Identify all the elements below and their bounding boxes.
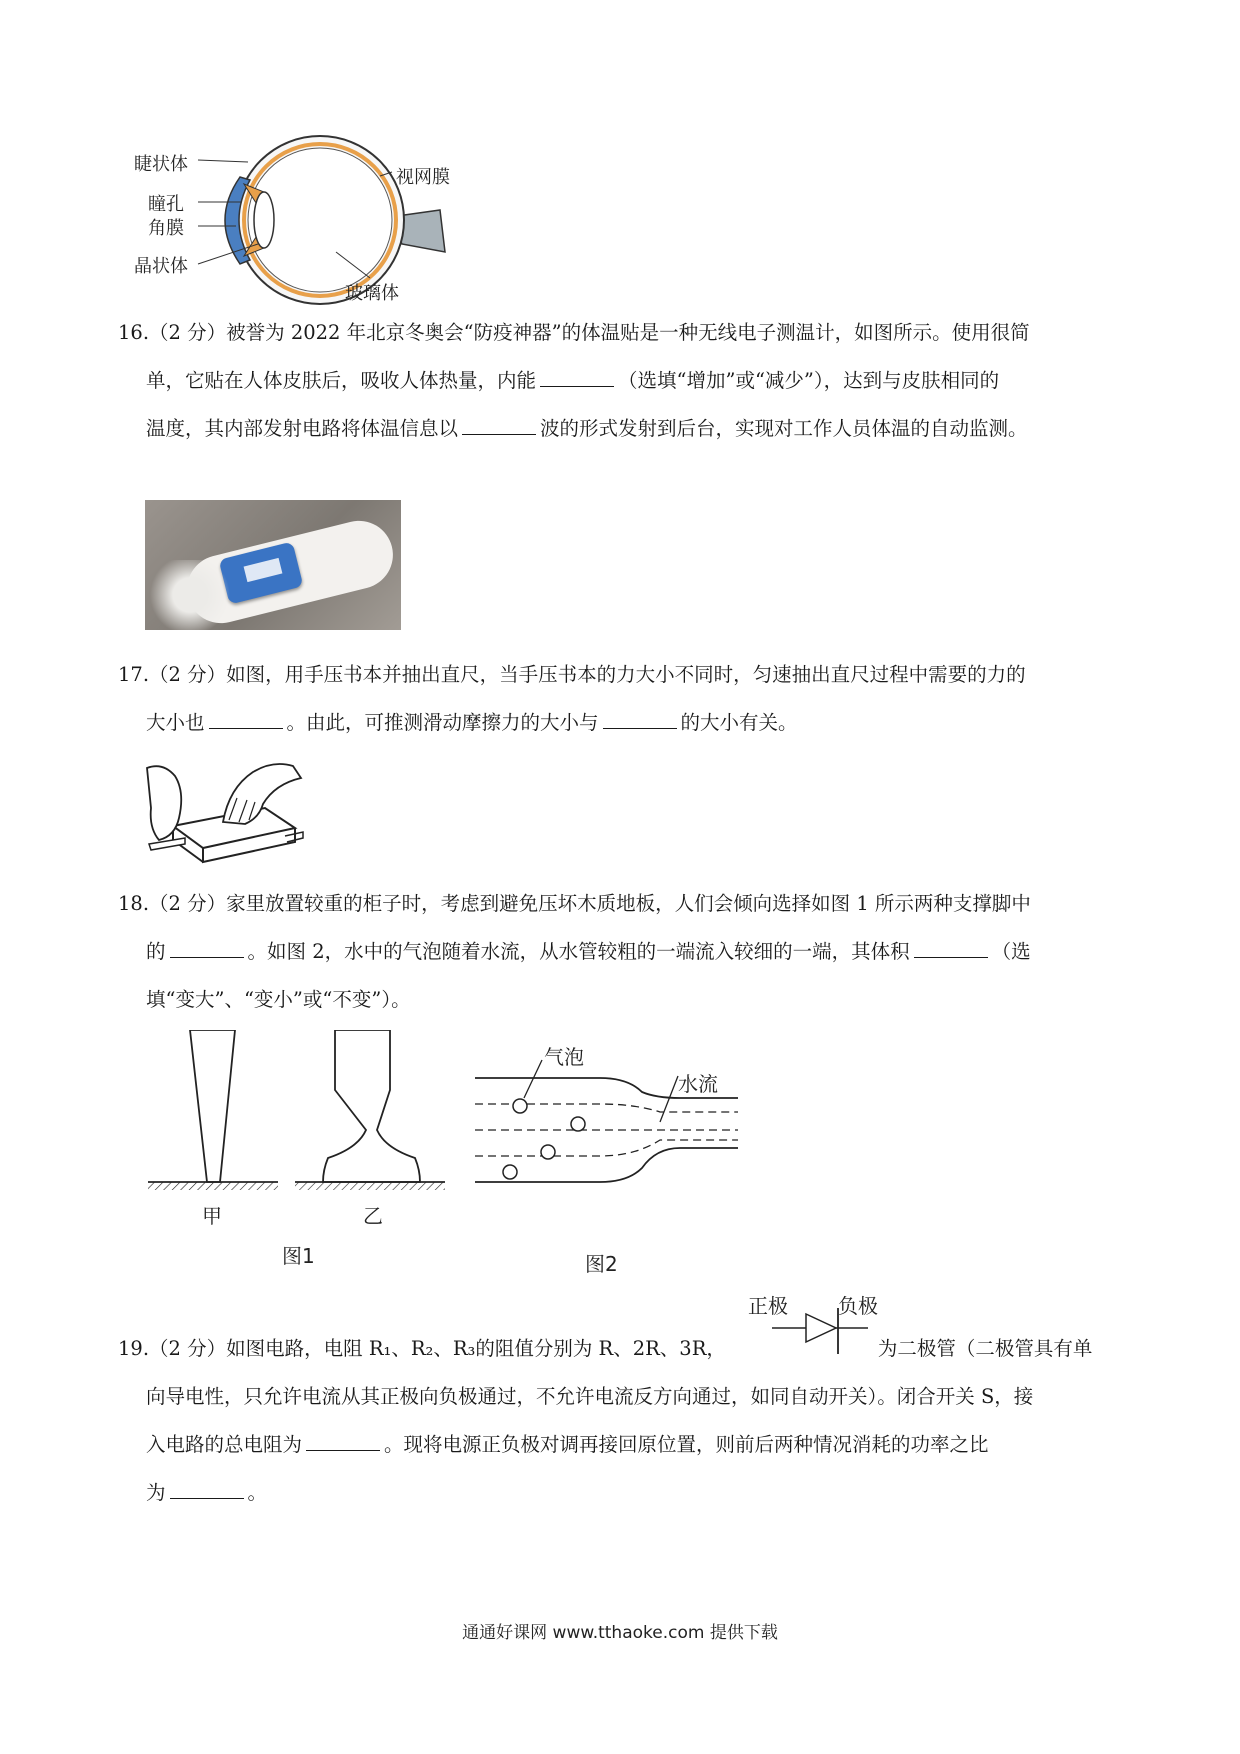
- thermometer-patch-photo: [145, 500, 401, 630]
- q16-line3: [118, 405, 1138, 453]
- q19-line1: [118, 1325, 1138, 1373]
- figure-1-support-legs: [145, 1030, 450, 1200]
- q18-line2-text-b: 。如图 2，水中的气泡随着水流，从水管较粗的一端流入较细的一端，其体积: [247, 940, 910, 963]
- water-pipe-drawing: [470, 1040, 745, 1190]
- eye-illustration: [140, 132, 480, 332]
- figure-1-caption: 图1: [282, 1244, 315, 1268]
- q18-line1: 18.（2 分）家里放置较重的柜子时，考虑到避免压坏木质地板，人们会倾向选择如图 1 所示两种支撑脚中: [118, 892, 1031, 915]
- q16-line3-text-b: 波的形式发射到后台，实现对工作人员体温的自动监测。: [540, 417, 1028, 440]
- label-cornea: 角膜: [148, 218, 184, 239]
- q18-blank-1[interactable]: [170, 939, 244, 958]
- eye-diagram: [140, 132, 480, 332]
- q19-line3: [118, 1421, 1138, 1469]
- hand-book-ruler-figure: [145, 758, 305, 866]
- q18-blank-2[interactable]: [914, 939, 988, 958]
- q17-line2-text-a: 大小也: [146, 711, 205, 734]
- page-footer: 通通好课网 www.tthaoke.com 提供下载: [462, 1623, 778, 1643]
- label-vitreous: 玻璃体: [345, 283, 399, 304]
- q18-line3: 填“变大”、“变小”或“不变”）。: [146, 988, 411, 1011]
- label-leg-a: 甲: [202, 1204, 222, 1228]
- label-retina: 视网膜: [396, 167, 450, 188]
- q19-line2: 向导电性，只允许电流从其正极向负极通过，不允许电流反方向通过，如同自动开关）。闭合开关 S，接: [146, 1385, 1034, 1408]
- q16-line2: [118, 357, 1138, 405]
- diode-negative-label: 负极: [838, 1294, 878, 1318]
- label-pupil: 瞳孔: [148, 194, 184, 215]
- diode-positive-label: 正极: [748, 1294, 788, 1318]
- q18-line2-text-a: 的: [146, 940, 166, 963]
- figure-2-water-pipe: [470, 1040, 745, 1190]
- label-bubble: 气泡: [544, 1045, 584, 1069]
- q19-line4: [118, 1469, 1138, 1517]
- q17-line2: [118, 699, 1138, 747]
- q18-line2: [118, 928, 1138, 976]
- q16-blank-1[interactable]: [540, 368, 614, 387]
- q19-line1-text-b: 为二极管（二极管具有单: [877, 1337, 1093, 1360]
- q19-blank-2[interactable]: [170, 1480, 244, 1499]
- question-17: [118, 651, 1138, 747]
- q17-blank-2[interactable]: [603, 710, 677, 729]
- support-legs-drawing: [145, 1030, 450, 1200]
- label-water-flow: 水流: [678, 1072, 718, 1096]
- q19-line3-text-b: 。现将电源正负极对调再接回原位置，则前后两种情况消耗的功率之比: [384, 1433, 989, 1456]
- q17-line2-text-c: 的大小有关。: [680, 711, 798, 734]
- q16-line2-text-a: 单，它贴在人体皮肤后，吸收人体热量，内能: [146, 369, 537, 392]
- figure-2-caption: 图2: [585, 1252, 618, 1276]
- q17-blank-1[interactable]: [209, 710, 283, 729]
- label-lens: 晶状体: [134, 256, 188, 277]
- label-ciliary-body: 睫状体: [134, 154, 188, 175]
- q19-line4-text-a: 为: [146, 1481, 166, 1504]
- q19-blank-1[interactable]: [306, 1432, 380, 1451]
- q16-line2-text-b: （选填“增加”或“减少”），达到与皮肤相同的: [618, 369, 1000, 392]
- q19-line3-text-a: 入电路的总电阻为: [146, 1433, 303, 1456]
- q16-line1: 16.（2 分）被誉为 2022 年北京冬奥会“防疫神器”的体温贴是一种无线电子测温计，如图所示。使用很简: [118, 321, 1030, 344]
- fabric-highlight: [145, 560, 235, 630]
- q18-line2-text-c: （选: [991, 940, 1031, 963]
- q17-line2-text-b: 。由此，可推测滑动摩擦力的大小与: [286, 711, 599, 734]
- question-18: [118, 880, 1138, 1024]
- label-leg-b: 乙: [363, 1204, 383, 1228]
- q16-line3-text-a: 温度，其内部发射电路将体温信息以: [146, 417, 459, 440]
- q19-line4-text-b: 。: [247, 1481, 268, 1504]
- q16-blank-2[interactable]: [462, 416, 536, 435]
- question-16: [118, 309, 1138, 453]
- question-19: [118, 1325, 1138, 1517]
- hand-book-drawing: [145, 758, 305, 866]
- q19-line1-text-a: 19.（2 分）如图电路，电阻 R₁、R₂、R₃的阻值分别为 R、2R、3R，: [118, 1337, 726, 1360]
- q17-line1: 17.（2 分）如图，用手压书本并抽出直尺，当手压书本的力大小不同时，匀速抽出直尺过程中需要的力的: [118, 663, 1026, 686]
